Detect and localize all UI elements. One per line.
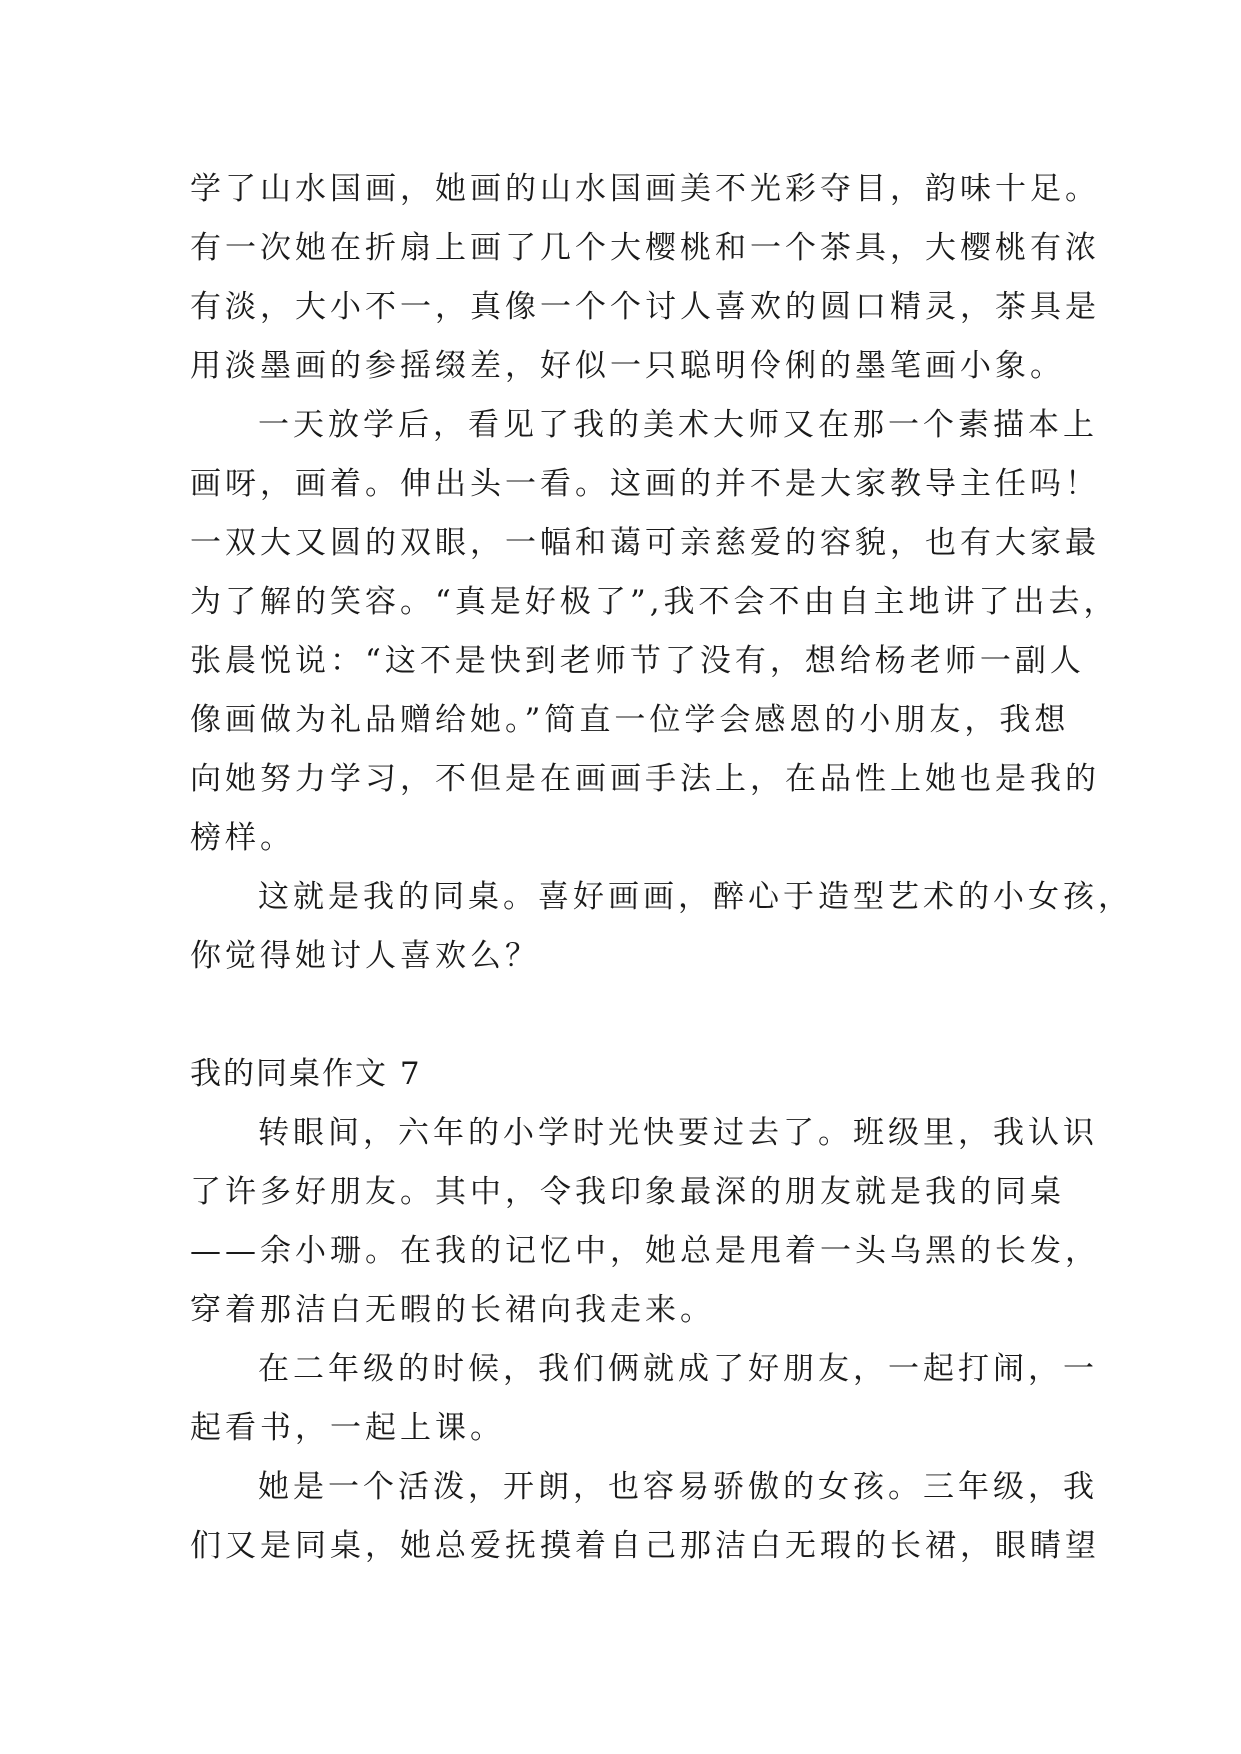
paragraph-3	[190, 868, 1133, 986]
text-line: 了许多好朋友。其中，令我印象最深的朋友就是我的同桌	[190, 1174, 1065, 1210]
text-line: 一天放学后，看见了我的美术大师又在那一个素描本上	[258, 407, 1098, 443]
text-line: 你觉得她讨人喜欢么？	[190, 938, 540, 974]
text-line: 在二年级的时候，我们俩就成了好朋友，一起打闹，一	[258, 1351, 1098, 1387]
text-line: 们又是同桌，她总爱抚摸着自己那洁白无瑕的长裙，眼睛望	[190, 1528, 1100, 1564]
text-line: 向她努力学习，不但是在画画手法上，在品性上她也是我的	[190, 761, 1100, 797]
paragraph-1	[190, 160, 1100, 396]
section-heading: 我的同桌作文 7	[190, 1056, 422, 1092]
text-line: 为了解的笑容。“真是好极了”,我不会不由自主地讲了出去，	[190, 584, 1119, 620]
paragraph-2	[190, 396, 1119, 868]
text-line: 榜样。	[190, 820, 295, 856]
text-line: 像画做为礼品赠给她。”简直一位学会感恩的小朋友，我想	[190, 702, 1070, 738]
document-page	[190, 160, 1133, 1576]
text-line: 一双大又圆的双眼，一幅和蔼可亲慈爱的容貌，也有大家最	[190, 525, 1100, 561]
text-line: 有一次她在折扇上画了几个大樱桃和一个茶具，大樱桃有浓	[190, 230, 1100, 266]
text-line: 有淡，大小不一，真像一个个讨人喜欢的圆口精灵，茶具是	[190, 289, 1100, 325]
text-line: 这就是我的同桌。喜好画画，醉心于造型艺术的小女孩，	[258, 879, 1133, 915]
text-line: 转眼间，六年的小学时光快要过去了。班级里，我认识	[258, 1115, 1098, 1151]
text-line: 画呀，画着。伸出头一看。这画的并不是大家教导主任吗！	[190, 466, 1100, 502]
text-line: 张晨悦说：“这不是快到老师节了没有，想给杨老师一副人	[190, 643, 1085, 679]
text-line: 学了山水国画，她画的山水国画美不光彩夺目，韵味十足。	[190, 171, 1100, 207]
text-line: 她是一个活泼，开朗，也容易骄傲的女孩。三年级，我	[258, 1469, 1098, 1505]
paragraph-6	[190, 1458, 1100, 1576]
section-spacer	[190, 986, 1060, 1045]
text-line: 用淡墨画的参摇缀差，好似一只聪明伶俐的墨笔画小象。	[190, 348, 1065, 384]
text-line: ——余小珊。在我的记忆中，她总是甩着一头乌黑的长发，	[190, 1233, 1100, 1269]
text-line: 起看书，一起上课。	[190, 1410, 505, 1446]
paragraph-5	[190, 1340, 1098, 1458]
paragraph-4	[190, 1104, 1100, 1340]
text-line: 穿着那洁白无暇的长裙向我走来。	[190, 1292, 715, 1328]
